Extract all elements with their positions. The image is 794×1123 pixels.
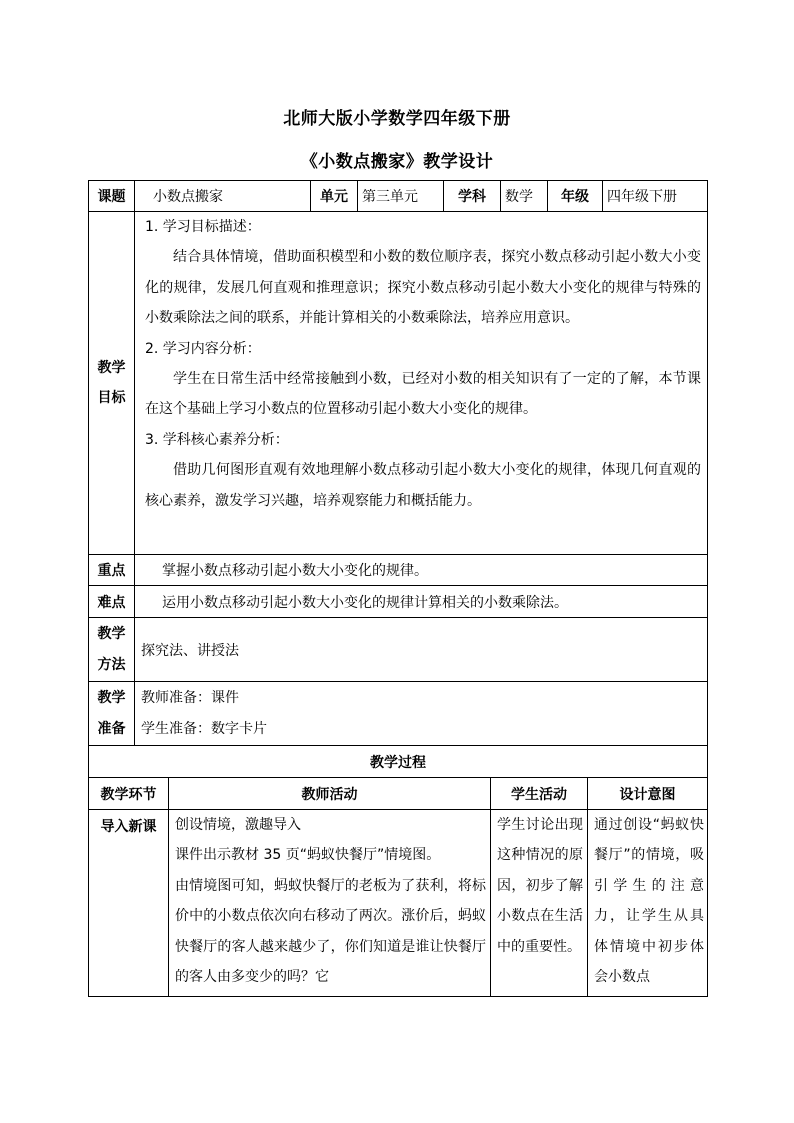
teacher-activity-line-2: 课件出示教材 35 页“蚂蚁快餐厅”情境图。 (175, 847, 441, 864)
method-label-line2: 方法 (97, 656, 126, 673)
goals-heading-3: 3. 学科核心素养分析： (145, 431, 289, 448)
goals-label-line2: 目标 (97, 390, 126, 406)
goals-paragraph-2: 学生在日常生活中经常接触到小数，已经对小数的相关知识有了一定的了解，本节课在这个基础上学习小数点的位置移动引起小数大小变化的规律。 (145, 371, 701, 418)
goals-label (89, 212, 135, 555)
method-text: 探究法、讲授法 (135, 618, 708, 682)
goals-label-line1: 教学 (97, 359, 126, 376)
info-table (88, 180, 708, 746)
grade-value: 四年级下册 (603, 181, 708, 212)
col-intent-header: 设计意图 (588, 778, 708, 810)
document-subtitle: 《小数点搬家》教学设计 (300, 152, 494, 172)
document-title: 北师大版小学数学四年级下册 (283, 109, 511, 129)
design-intent: 通过创设“蚂蚁快餐厅”的情境，吸引学生的注意力，让学生从具体情境中初步体会小数点 (588, 810, 708, 997)
goals-heading-2: 2. 学习内容分析： (145, 340, 261, 357)
goals-paragraph-3: 借助几何图形直观有效地理解小数点移动引起小数大小变化的规律，体现几何直观的核心素养，激发学习兴趣，培养观察能力和概括能力。 (145, 462, 701, 509)
prep-label-line2: 准备 (97, 720, 126, 737)
unit-label: 单元 (311, 181, 358, 212)
col-teacher-header: 教师活动 (169, 778, 491, 810)
process-table (88, 745, 708, 997)
prep-teacher: 教师准备：课件 (141, 690, 239, 707)
prep-label (89, 682, 135, 746)
teacher-activity (169, 810, 491, 997)
teacher-activity-paragraph: 由情境图可知，蚂蚁快餐厅的老板为了获利，将标价中的小数点依次向右移动了两次。涨价后，蚂蚁快餐厅的客人越来越少了，你们知道是谁让快餐厅的客人由多变少的吗？它 (175, 877, 486, 986)
goals-heading-1: 1. 学习目标描述： (145, 219, 261, 235)
subject-label: 学科 (444, 181, 501, 212)
prep-content (135, 682, 708, 746)
teacher-activity-line-1: 创设情境，激趣导入 (175, 817, 301, 833)
method-label (89, 618, 135, 682)
key-point-label: 重点 (89, 555, 135, 586)
difficulty-label: 难点 (89, 586, 135, 618)
stage-cell: 导入新课 (89, 810, 169, 997)
topic-label: 课题 (89, 181, 135, 212)
grade-label: 年级 (548, 181, 603, 212)
goals-paragraph-1: 结合具体情境，借助面积模型和小数的数位顺序表，探究小数点移动引起小数大小变化的规律，发展几何直观和推理意识；探究小数点移动引起小数大小变化的规律与特殊的小数乘除法之间的联系，并能计算相关的小数乘除法，培养应用意识。 (145, 249, 701, 327)
goals-content (135, 212, 708, 555)
prep-student: 学生准备：数字卡片 (141, 720, 267, 737)
unit-value: 第三单元 (358, 181, 444, 212)
col-student-header: 学生活动 (491, 778, 588, 810)
col-stage-header: 教学环节 (89, 778, 169, 810)
student-activity: 学生讨论出现这种情况的原因，初步了解小数点在生活中的重要性。 (491, 810, 588, 997)
topic-value: 小数点搬家 (135, 181, 311, 212)
prep-label-line1: 教学 (97, 690, 126, 707)
method-label-line1: 教学 (97, 626, 126, 643)
key-point-text: 掌握小数点移动引起小数大小变化的规律。 (135, 555, 708, 586)
process-heading: 教学过程 (89, 746, 708, 778)
difficulty-text: 运用小数点移动引起小数大小变化的规律计算相关的小数乘除法。 (135, 586, 708, 618)
subject-value: 数学 (501, 181, 548, 212)
